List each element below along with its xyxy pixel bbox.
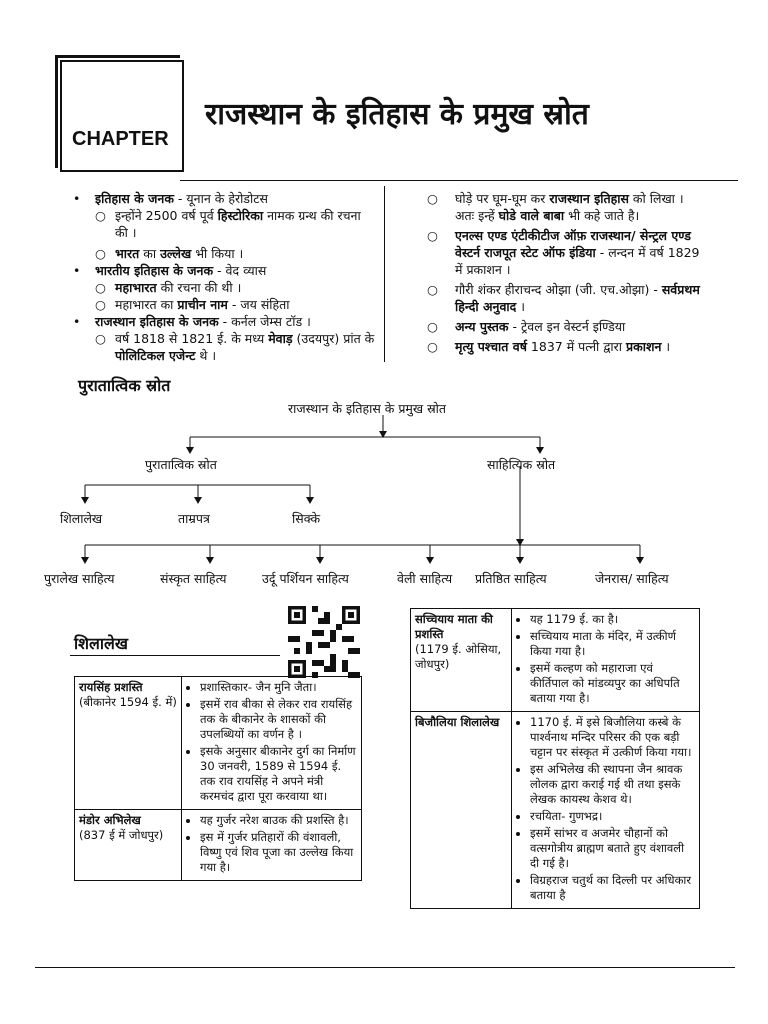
list-item: • 1170 ई. में इसे बिजौलिया कस्बे के पार्श्वनाथ मन्दिर परिसर की एक बड़ी चट्टान पर संस्कृत में उत्कीर्ण किया गया।: [530, 715, 695, 760]
inscription-name: सच्चियाय माता की प्रशस्ति: [415, 612, 493, 641]
table-row: [75, 677, 362, 810]
section-heading-archaeological: पुरातात्विक स्रोत: [78, 376, 171, 395]
tree-node-archaeological: पुरातात्विक स्रोत: [145, 457, 217, 472]
section-underline: [70, 655, 280, 656]
list-item: • प्रशास्तिकार- जैन मुनि जैता।: [200, 680, 357, 695]
tree-node-literary: साहित्यिक स्रोत: [487, 457, 556, 472]
tree-leaf: शिलालेख: [60, 511, 103, 526]
list-item: ○ वर्ष 1818 से 1821 ई. के मध्य मेवाड़ (उदयपुर) प्रांत के पोलिटिकल एजेन्ट थे ।: [95, 331, 375, 363]
list-item: ○ घोड़े पर घूम-घूम कर राजस्थान इतिहास को लिखा । अतः इन्हें घोडे वाले बाबा भी कहे जाते है।: [427, 191, 684, 223]
column-divider: [384, 186, 385, 362]
tree-leaf: जेनरास/ साहित्य: [595, 571, 669, 586]
table-cell: [182, 677, 362, 810]
list-item: • भारतीय इतिहास के जनक - वेद व्यास: [73, 263, 267, 278]
tree-leaf: वेली साहित्य: [397, 571, 453, 586]
left-column: [73, 190, 375, 364]
list-item: • इसके अनुसार बीकानेर दुर्ग का निर्माण 30 जनवरी, 1589 से 1594 ई. तक राव रायसिंह ने अपने मंत्री करमचंद द्वारा पूरा करवाया था।: [200, 744, 357, 804]
tree-leaf: सिक्के: [292, 511, 321, 526]
list-item: • इसमें राव बीका से लेकर राव रायसिंह तक के बीकानेर के शासकों की उपलब्धियों का वर्णन है ।: [200, 697, 357, 742]
list-item: • यह 1179 ई. का है।: [530, 612, 695, 627]
inscriptions-table-right: [410, 608, 700, 909]
list-item: • रचयिता- गुणभद्र।: [530, 809, 695, 824]
inscription-detail: (837 ई में जोधपुर): [79, 828, 164, 842]
footer-rule: [35, 967, 735, 968]
chapter-frame: [60, 60, 184, 172]
table-cell: [75, 810, 182, 881]
tree-leaf: प्रतिष्ठित साहित्य: [475, 571, 547, 586]
table-row: [75, 810, 362, 881]
tree-root: राजस्थान के इतिहास के प्रमुख स्रोत: [288, 401, 447, 416]
inscription-detail: (बीकानेर 1594 ई. में): [79, 695, 177, 709]
table-cell: [75, 677, 182, 810]
source-tree-connectors: [0, 395, 768, 595]
list-item: ○ महाभारत का प्राचीन नाम - जय संहिता: [95, 297, 290, 312]
list-item: ○ भारत का उल्लेख भी किया ।: [95, 246, 244, 261]
list-item: • सच्चियाय माता के मंदिर, में उत्कीर्ण किया गया है।: [530, 629, 695, 659]
inscription-detail: (1179 ई. ओसिया, जोधपुर): [415, 642, 502, 671]
inscription-name: रायसिंह प्रशस्ति: [79, 680, 143, 694]
table-cell: [411, 609, 512, 712]
qr-code[interactable]: [288, 606, 360, 678]
table-cell: [512, 712, 700, 909]
inscription-name: मंडोर अभिलेख: [79, 813, 141, 827]
right-column: [427, 190, 700, 355]
list-item: • इतिहास के जनक - यूनान के हेरोडोटस: [73, 191, 268, 206]
list-item: • राजस्थान इतिहास के जनक - कर्नल जेम्स टॉड ।: [73, 314, 311, 329]
list-item: ○ अन्य पुस्तक - ट्रेवल इन वेस्टर्न इण्डिया: [427, 319, 626, 334]
list-item: • यह गुर्जर नरेश बाउक की प्रशस्ति है।: [200, 813, 357, 828]
list-item: ○ इन्होंने 2500 वर्ष पूर्व हिस्टोरिका नामक ग्रन्थ की रचना की ।: [95, 208, 361, 240]
tree-leaf: संस्कृत साहित्य: [160, 571, 227, 586]
inscriptions-table-left: [74, 676, 362, 881]
list-item: ○ मृत्यु पश्चात वर्ष 1837 में पत्नी द्वारा प्रकाशन ।: [427, 339, 671, 354]
list-item: • विग्रहराज चतुर्थ का दिल्ली पर अधिकार बताया है: [530, 873, 695, 903]
list-item: ○ एनल्स एण्ड एंटीकीटीज ऑफ़ राजस्थान/ सेन्ट्रल एण्ड वेस्टर्न राजपूत स्टेट ऑफ इंडिया - लन्दन में वर्ष 1829 में प्रकाशन ।: [427, 228, 700, 277]
section-heading-inscriptions: शिलालेख: [74, 634, 128, 653]
tree-leaf: उर्दू पर्शियन साहित्य: [262, 571, 349, 586]
list-item: • इसमें सांभर व अजमेर चौहानों को वत्सगोत्रीय ब्राह्मण बताते हुए वंशावली दी गई है।: [530, 826, 695, 871]
page-title: राजस्थान के इतिहास के प्रमुख स्रोत: [205, 97, 589, 132]
table-cell: [512, 609, 700, 712]
table-cell: [182, 810, 362, 881]
tree-leaf: ताम्रपत्र: [178, 511, 210, 526]
chapter-label: CHAPTER: [72, 128, 169, 150]
tree-leaf: पुरालेख साहित्य: [44, 571, 115, 586]
table-cell: [411, 712, 512, 909]
list-item: • इसमें कल्हण को महाराजा एवं कीर्तिपाल को मांडव्यपुर का अधिपति बताया गया है।: [530, 661, 695, 706]
table-row: [411, 609, 700, 712]
list-item: ○ महाभारत की रचना की थी ।: [95, 280, 242, 295]
table-row: [411, 712, 700, 909]
inscription-name: बिजौलिया शिलालेख: [415, 715, 500, 729]
list-item: • इस में गुर्जर प्रतिहारों की वंशावली, विष्णु एवं शिव पूजा का उल्लेख किया गया है।: [200, 830, 357, 875]
list-item: • इस अभिलेख की स्थापना जैन श्रावक लोलक द्वारा कराई गई थी तथा इसके लेखक कायस्थ केशव थे।: [530, 762, 695, 807]
title-divider: [180, 180, 738, 181]
list-item: ○ गौरी शंकर हीराचन्द ओझा (जी. एच.ओझा) - सर्वप्रथम हिन्दी अनुवाद ।: [427, 282, 700, 314]
